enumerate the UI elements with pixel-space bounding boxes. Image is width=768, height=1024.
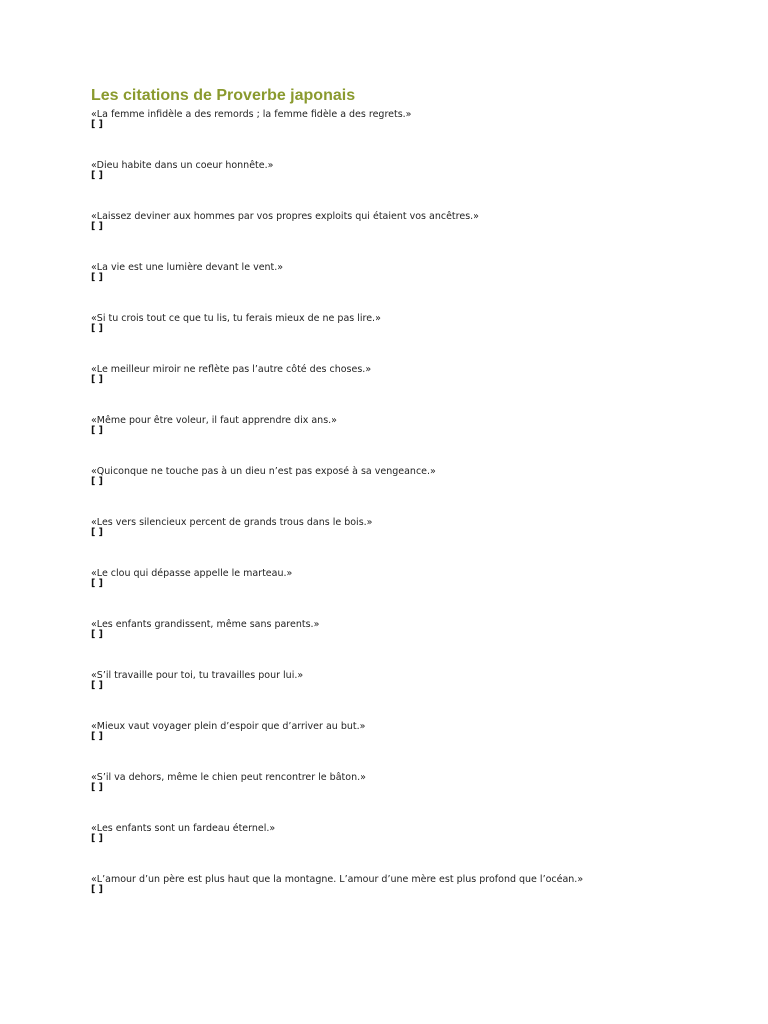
quote-source: [ ] [91, 629, 103, 640]
quote-source: [ ] [91, 884, 103, 895]
quote-source: [ ] [91, 374, 103, 385]
quote-item-11 [91, 620, 731, 640]
quote-text: «L’amour d’un père est plus haut que la montagne. L’amour d’une mère est plus profond que l’océan.» [91, 874, 584, 885]
quote-item-7 [91, 416, 731, 436]
page-title: Les citations de Proverbe japonais [91, 87, 356, 104]
quote-source: [ ] [91, 833, 103, 844]
quote-item-5 [91, 314, 731, 334]
quote-item-15 [91, 824, 731, 844]
quote-source: [ ] [91, 731, 103, 742]
quote-source: [ ] [91, 527, 103, 538]
quote-item-9 [91, 518, 731, 538]
quote-text: «Le meilleur miroir ne reflète pas l’autre côté des choses.» [91, 364, 372, 375]
quote-item-6 [91, 365, 731, 385]
quote-item-4 [91, 263, 731, 283]
quote-item-14 [91, 773, 731, 793]
quote-text: «Si tu crois tout ce que tu lis, tu ferais mieux de ne pas lire.» [91, 313, 381, 324]
quote-item-3 [91, 212, 731, 232]
document-page [91, 86, 731, 926]
quote-list [91, 110, 731, 895]
quote-text: «La vie est une lumière devant le vent.» [91, 262, 284, 273]
quote-source: [ ] [91, 578, 103, 589]
quote-source: [ ] [91, 425, 103, 436]
quote-text: «Même pour être voleur, il faut apprendre dix ans.» [91, 415, 337, 426]
quote-source: [ ] [91, 170, 103, 181]
quote-item-8 [91, 467, 731, 487]
quote-text: «Laissez deviner aux hommes par vos propres exploits qui étaient vos ancêtres.» [91, 211, 479, 222]
quote-text: «La femme infidèle a des remords ; la femme fidèle a des regrets.» [91, 109, 412, 120]
quote-source: [ ] [91, 323, 103, 334]
quote-text: «Les vers silencieux percent de grands trous dans le bois.» [91, 517, 373, 528]
quote-text: «Les enfants grandissent, même sans parents.» [91, 619, 320, 630]
quote-text: «Dieu habite dans un coeur honnête.» [91, 160, 274, 171]
quote-item-10 [91, 569, 731, 589]
quote-item-16 [91, 875, 731, 895]
quote-text: «Mieux vaut voyager plein d’espoir que d’arriver au but.» [91, 721, 366, 732]
quote-item-12 [91, 671, 731, 691]
quote-text: «Les enfants sont un fardeau éternel.» [91, 823, 276, 834]
quote-source: [ ] [91, 782, 103, 793]
quote-source: [ ] [91, 680, 103, 691]
quote-source: [ ] [91, 221, 103, 232]
quote-item-2 [91, 161, 731, 181]
quote-item-13 [91, 722, 731, 742]
quote-item-1 [91, 110, 731, 130]
quote-source: [ ] [91, 476, 103, 487]
quote-text: «Le clou qui dépasse appelle le marteau.» [91, 568, 293, 579]
quote-source: [ ] [91, 119, 103, 130]
quote-source: [ ] [91, 272, 103, 283]
quote-text: «S’il travaille pour toi, tu travailles pour lui.» [91, 670, 304, 681]
quote-text: «S’il va dehors, même le chien peut rencontrer le bâton.» [91, 772, 366, 783]
quote-text: «Quiconque ne touche pas à un dieu n’est pas exposé à sa vengeance.» [91, 466, 436, 477]
